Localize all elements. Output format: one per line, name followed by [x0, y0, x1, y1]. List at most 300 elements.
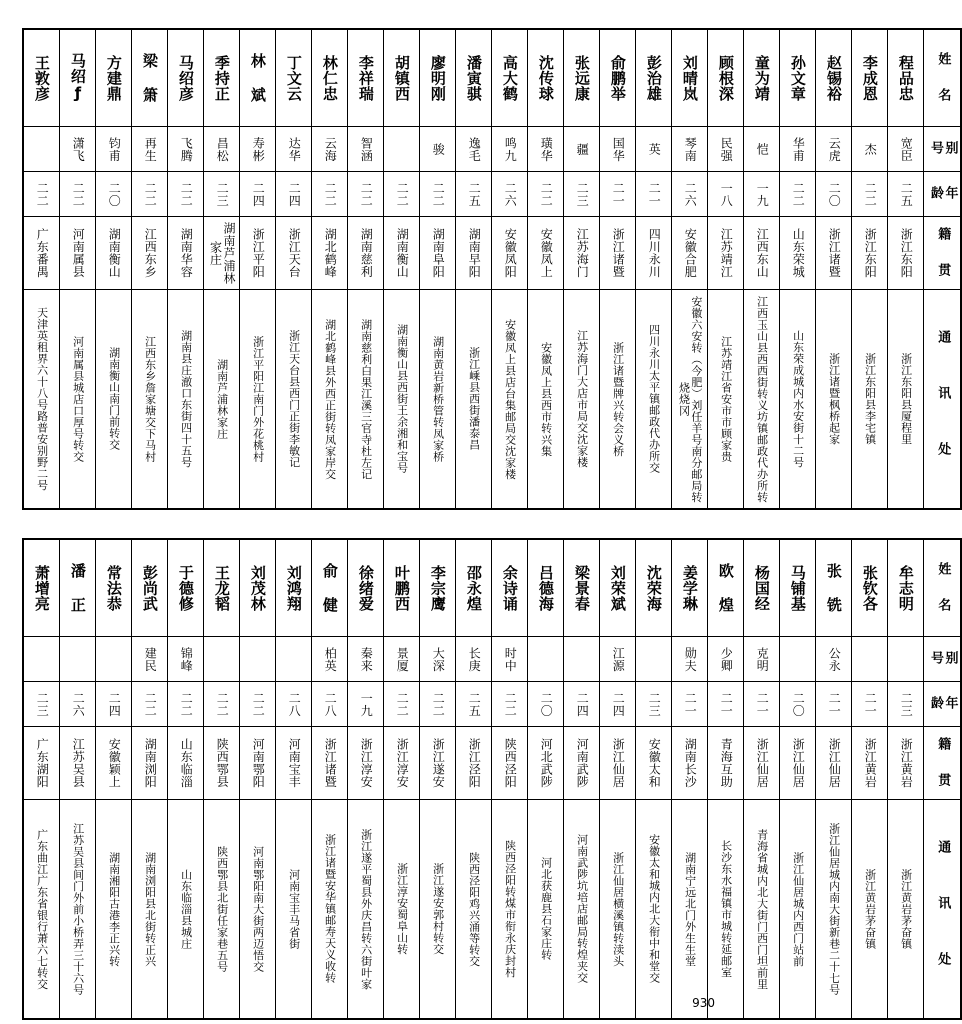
origin-text: 湖南衡山	[107, 228, 122, 278]
cell-alias	[744, 637, 780, 682]
cell-alias	[60, 637, 96, 682]
origin-text: 浙江东阳	[863, 228, 878, 278]
address-text: 天津英租界六十八号路普安别野二号	[35, 307, 49, 491]
cell-address	[636, 290, 672, 510]
age-text: 二二	[431, 691, 446, 717]
cell-name	[852, 29, 888, 127]
cell-age	[60, 172, 96, 217]
age-text: 二二	[359, 181, 374, 207]
cell-address	[888, 290, 924, 510]
cell-alias	[132, 637, 168, 682]
name-text: 顾根深	[716, 54, 735, 102]
cell-origin	[600, 217, 636, 290]
origin-text: 湖南浏阳	[143, 738, 158, 788]
header-alias-text: 别 号	[928, 140, 958, 158]
cell-alias	[60, 127, 96, 172]
age-text: 二二	[179, 181, 194, 207]
cell-origin	[816, 727, 852, 800]
age-text: 二二	[71, 181, 86, 207]
address-text: 浙江嵊县西街潘泰昌	[467, 347, 481, 451]
cell-origin	[492, 727, 528, 800]
row-origins	[23, 727, 961, 800]
origin-text: 湖南长沙	[683, 738, 698, 788]
cell-origin	[312, 217, 348, 290]
name-text: 王龙韬	[212, 564, 231, 612]
cell-age	[132, 682, 168, 727]
alias-text: 潇飞	[71, 136, 86, 162]
name-text: 潘寅骐	[464, 54, 483, 102]
cell-name	[636, 539, 672, 637]
name-text: 徐绪爱	[356, 564, 375, 612]
address-text: 湖南衡山南门前转交	[107, 347, 121, 451]
cell-address	[276, 290, 312, 510]
cell-address	[528, 800, 564, 1020]
cell-name	[168, 539, 204, 637]
age-text: 二八	[287, 691, 302, 717]
age-text: 二二	[395, 181, 410, 207]
cell-name	[564, 29, 600, 127]
cell-alias	[780, 637, 816, 682]
name-text: 刘晴岚	[680, 54, 699, 102]
cell-name	[672, 539, 708, 637]
alias-text: 锦峰	[179, 646, 194, 672]
address-text: 长沙东水福镇市城转延邮室	[719, 840, 733, 978]
cell-address	[816, 290, 852, 510]
register-table-top	[22, 28, 962, 510]
header-age	[924, 682, 962, 727]
cell-age	[204, 682, 240, 727]
cell-age	[168, 682, 204, 727]
age-text: 二四	[575, 691, 590, 717]
age-text: 二四	[287, 181, 302, 207]
address-text: 江苏吴县间门外前小桥弄三十六号	[71, 822, 85, 996]
cell-origin	[708, 727, 744, 800]
cell-age	[420, 682, 456, 727]
cell-address	[312, 800, 348, 1020]
origin-text: 青海互助	[719, 738, 734, 788]
alias-text: 再生	[143, 136, 158, 162]
cell-age	[564, 682, 600, 727]
cell-origin	[528, 217, 564, 290]
origin-text: 安徽颖上	[107, 738, 122, 788]
cell-age	[744, 172, 780, 217]
origin-text: 浙江东阳	[899, 228, 914, 278]
cell-name	[96, 539, 132, 637]
cell-origin	[456, 727, 492, 800]
cell-origin	[492, 217, 528, 290]
register-table-bottom	[22, 538, 962, 1020]
alias-text: 建民	[143, 646, 158, 672]
cell-name	[780, 539, 816, 637]
address-text: 江苏靖江省安市市顾家贵	[719, 335, 733, 463]
origin-text: 湖南早阳	[467, 228, 482, 278]
cell-alias	[204, 127, 240, 172]
name-text: 赵锡裕	[824, 54, 843, 102]
origin-text: 湖南慈利	[359, 228, 374, 278]
cell-age	[672, 172, 708, 217]
origin-text: 河南宝丰	[287, 738, 302, 788]
cell-name	[348, 29, 384, 127]
header-address-text: 通 讯 处	[935, 329, 951, 469]
cell-age	[564, 172, 600, 217]
cell-age	[528, 172, 564, 217]
row-addresses	[23, 290, 961, 510]
cell-origin	[348, 727, 384, 800]
row-aliases	[23, 127, 961, 172]
cell-address	[600, 290, 636, 510]
alias-text: 智涵	[359, 136, 374, 162]
cell-origin	[23, 727, 60, 800]
table-gap	[22, 510, 719, 538]
age-text: 二二	[179, 691, 194, 717]
name-text: 吕德海	[536, 564, 555, 612]
cell-age	[492, 172, 528, 217]
name-text: 胡镇西	[392, 54, 411, 102]
cell-name	[420, 29, 456, 127]
name-text: 潘 正	[68, 563, 87, 613]
cell-address	[456, 290, 492, 510]
cell-address	[348, 290, 384, 510]
address-text: 湖南浏阳县北街转正兴	[143, 851, 157, 967]
address-text: 浙江遂平蜀县外庆昌转六街叶家	[359, 828, 373, 990]
cell-origin	[276, 217, 312, 290]
cell-name	[204, 29, 240, 127]
row-ages	[23, 172, 961, 217]
cell-age	[780, 172, 816, 217]
cell-origin	[276, 727, 312, 800]
cell-origin	[348, 217, 384, 290]
cell-origin	[132, 217, 168, 290]
age-text: 二六	[683, 181, 698, 207]
age-text: 二二	[215, 691, 230, 717]
cell-alias	[636, 127, 672, 172]
address-text: 浙江淳安蜀阜山转	[395, 863, 409, 955]
cell-age	[636, 172, 672, 217]
address-text: 山东临淄县城庄	[179, 868, 193, 950]
age-text: 二三	[215, 181, 230, 207]
cell-origin	[636, 217, 672, 290]
address-text: 浙江诸暨枫桥起家	[827, 353, 841, 445]
cell-origin	[672, 727, 708, 800]
cell-address	[204, 800, 240, 1020]
header-origin	[924, 727, 962, 800]
origin-text: 浙江泾阳	[467, 738, 482, 788]
name-text: 丁文云	[284, 54, 303, 102]
cell-address	[23, 800, 60, 1020]
cell-address	[204, 290, 240, 510]
cell-alias	[348, 127, 384, 172]
address-text: 四川永川太平镇邮政代办所交	[647, 324, 661, 474]
origin-text: 四川永川	[647, 228, 662, 278]
cell-name	[240, 539, 276, 637]
cell-alias	[168, 127, 204, 172]
name-text: 余诗诵	[500, 564, 519, 612]
header-origin-text: 籍 贯	[935, 226, 951, 280]
cell-address	[132, 800, 168, 1020]
name-text: 林仁忠	[320, 54, 339, 102]
alias-text: 时中	[503, 646, 518, 672]
header-name-text: 姓 名	[935, 561, 951, 615]
cell-origin	[420, 727, 456, 800]
cell-name	[852, 539, 888, 637]
origin-text: 浙江仙居	[611, 738, 626, 788]
name-text: 牟志明	[896, 564, 915, 612]
origin-text: 浙江淳安	[395, 738, 410, 788]
cell-name	[168, 29, 204, 127]
alias-text: 长庚	[467, 646, 482, 672]
page-number: 930	[692, 996, 715, 1010]
address-text: 浙江东阳县李宅镇	[863, 353, 877, 445]
address-text: 湖南黄岩新桥管转凤家桥	[431, 335, 445, 463]
cell-address	[636, 800, 672, 1020]
cell-origin	[816, 217, 852, 290]
header-name	[924, 539, 962, 637]
alias-text: 大深	[431, 646, 446, 672]
cell-address	[240, 290, 276, 510]
cell-address	[384, 800, 420, 1020]
name-text: 俞鹏举	[608, 54, 627, 102]
cell-name	[600, 29, 636, 127]
age-text: 一九	[755, 181, 770, 207]
age-text: 二八	[323, 691, 338, 717]
cell-age	[600, 682, 636, 727]
cell-age	[240, 172, 276, 217]
cell-alias	[312, 127, 348, 172]
name-text: 王敦彦	[32, 54, 51, 102]
cell-age	[888, 682, 924, 727]
alias-text: 恺	[755, 142, 770, 156]
address-text: 湖南衡山县西街王余湘和宝号	[395, 324, 409, 474]
name-text: 刘鸿翔	[284, 564, 303, 612]
header-alias	[924, 127, 962, 172]
cell-name	[816, 539, 852, 637]
alias-text: 少卿	[719, 646, 734, 672]
origin-text: 浙江诸暨	[611, 228, 626, 278]
name-text: 梁景春	[572, 564, 591, 612]
row-names	[23, 29, 961, 127]
address-text: 湖南慈利白果江溪三官寺杜左记	[359, 318, 373, 480]
age-text: 二六	[71, 691, 86, 717]
cell-alias	[420, 127, 456, 172]
name-text: 沈荣海	[644, 564, 663, 612]
cell-alias	[96, 127, 132, 172]
name-text: 于德修	[176, 564, 195, 612]
age-text: 二二	[143, 691, 158, 717]
cell-name	[600, 539, 636, 637]
age-text: 二一	[647, 181, 662, 207]
origin-text: 江苏靖江	[719, 228, 734, 278]
cell-origin	[132, 727, 168, 800]
alias-text: 民强	[719, 136, 734, 162]
origin-text: 广东番禺	[35, 228, 50, 278]
cell-address	[492, 800, 528, 1020]
cell-alias	[672, 127, 708, 172]
cell-alias	[456, 637, 492, 682]
address-text: 安徽凤上县西市转兴集	[539, 341, 553, 457]
origin-text: 浙江诸暨	[323, 738, 338, 788]
cell-alias	[600, 637, 636, 682]
name-text: 杨国经	[752, 564, 771, 612]
cell-age	[708, 682, 744, 727]
cell-age	[276, 682, 312, 727]
origin-text: 安徽凤上	[539, 228, 554, 278]
alias-text: 骏	[431, 142, 446, 156]
cell-age	[168, 172, 204, 217]
age-text: 二〇	[107, 181, 122, 207]
origin-text: 河南属县	[71, 228, 86, 278]
cell-name	[744, 539, 780, 637]
cell-origin	[888, 217, 924, 290]
age-text: 二二	[143, 181, 158, 207]
address-text: 浙江遂安郭村转交	[431, 863, 445, 955]
address-text: 湖南湘阳古港李正兴转	[107, 851, 121, 967]
cell-name	[204, 539, 240, 637]
name-text: 童为靖	[752, 54, 771, 102]
cell-name	[492, 539, 528, 637]
cell-age	[420, 172, 456, 217]
alias-text: 柏英	[323, 646, 338, 672]
name-text: 梁 箫	[140, 53, 159, 103]
cell-age	[672, 682, 708, 727]
cell-name	[96, 29, 132, 127]
header-address	[924, 290, 962, 510]
cell-name	[528, 539, 564, 637]
cell-origin	[96, 217, 132, 290]
address-text: 浙江诸暨安华镇邮寿天义收转	[323, 834, 337, 984]
address-text: 江西玉山县西西街转义坊镇邮政代办所转	[755, 295, 769, 503]
cell-address	[60, 290, 96, 510]
cell-address	[564, 800, 600, 1020]
cell-origin	[60, 217, 96, 290]
cell-address	[132, 290, 168, 510]
age-text: 二五	[467, 181, 482, 207]
address-text: 浙江诸暨牌兴转会义桥	[611, 341, 625, 457]
alias-text: 达华	[287, 136, 302, 162]
age-text: 二〇	[539, 691, 554, 717]
origin-text: 江苏吴县	[71, 738, 86, 788]
cell-address	[420, 290, 456, 510]
cell-address	[528, 290, 564, 510]
cell-alias	[312, 637, 348, 682]
cell-origin	[96, 727, 132, 800]
alias-text: 琴南	[683, 136, 698, 162]
origin-text: 浙江诸暨	[827, 228, 842, 278]
cell-name	[708, 29, 744, 127]
cell-alias	[132, 127, 168, 172]
age-text: 二一	[611, 181, 626, 207]
address-text: 安徽凤上县店台集邮局交沈家楼	[503, 318, 517, 480]
age-text: 二三	[575, 181, 590, 207]
cell-name	[312, 29, 348, 127]
cell-age	[780, 682, 816, 727]
cell-name	[60, 539, 96, 637]
address-text: 河南属县城店口厚号转交	[71, 335, 85, 463]
origin-text: 湖南衡山	[395, 228, 410, 278]
cell-name	[888, 539, 924, 637]
origin-text: 浙江黄岩	[899, 738, 914, 788]
header-origin-text: 籍 贯	[935, 736, 951, 790]
cell-name	[420, 539, 456, 637]
age-text: 二三	[899, 691, 914, 717]
cell-name	[672, 29, 708, 127]
age-text: 二二	[503, 691, 518, 717]
header-alias	[924, 637, 962, 682]
age-text: 一八	[719, 181, 734, 207]
cell-address	[23, 290, 60, 510]
cell-age	[636, 682, 672, 727]
cell-origin	[204, 217, 240, 290]
cell-age	[276, 172, 312, 217]
origin-text: 浙江仙居	[827, 738, 842, 788]
header-address-text: 通 讯 处	[935, 839, 951, 979]
row-origins	[23, 217, 961, 290]
cell-origin	[420, 217, 456, 290]
alias-text: 寿彬	[251, 136, 266, 162]
cell-address	[60, 800, 96, 1020]
name-text: 马绍彦	[176, 54, 195, 102]
origin-text: 浙江天台	[287, 228, 302, 278]
cell-age	[96, 172, 132, 217]
origin-text: 安徽凤阳	[503, 228, 518, 278]
address-text: 浙江天台县西门正街李敏记	[287, 330, 301, 468]
cell-alias	[276, 127, 312, 172]
alias-text: 云海	[323, 136, 338, 162]
name-text: 彭治雄	[644, 54, 663, 102]
header-alias-text: 别 号	[928, 650, 958, 668]
name-text: 高大鹤	[500, 54, 519, 102]
cell-age	[348, 172, 384, 217]
row-names	[23, 539, 961, 637]
cell-alias	[888, 127, 924, 172]
cell-origin	[852, 217, 888, 290]
cell-age	[888, 172, 924, 217]
age-text: 二二	[431, 181, 446, 207]
cell-address	[744, 800, 780, 1020]
alias-text: 钧甫	[107, 136, 122, 162]
name-text: 方建鼎	[104, 54, 123, 102]
age-text: 二六	[503, 181, 518, 207]
cell-name	[816, 29, 852, 127]
origin-text: 江西东山	[755, 228, 770, 278]
cell-address	[348, 800, 384, 1020]
address-text: 河南武陟坑培店邮局转煌夹交	[575, 834, 589, 984]
cell-origin	[672, 217, 708, 290]
address-text: 浙江仙居城内西门站前	[791, 851, 805, 967]
name-text: 叶鹏西	[392, 564, 411, 612]
age-text: 二〇	[827, 181, 842, 207]
cell-origin	[564, 727, 600, 800]
cell-alias	[492, 127, 528, 172]
cell-age	[384, 172, 420, 217]
alias-text: 杰	[863, 142, 878, 156]
alias-text: 勋夫	[683, 646, 698, 672]
address-text: 广东曲江广东省银行萧六七转交	[35, 828, 49, 990]
cell-name	[744, 29, 780, 127]
cell-alias	[23, 637, 60, 682]
name-text: 张钦各	[860, 564, 879, 612]
cell-address	[780, 800, 816, 1020]
cell-age	[312, 682, 348, 727]
cell-address	[276, 800, 312, 1020]
cell-origin	[780, 727, 816, 800]
name-text: 林 斌	[248, 53, 267, 103]
name-text: 程品忠	[896, 54, 915, 102]
cell-address	[708, 290, 744, 510]
address-text: 陕西鄂县北街任家巷五号	[215, 845, 229, 973]
cell-address	[420, 800, 456, 1020]
cell-address	[852, 290, 888, 510]
alias-text: 飞腾	[179, 136, 194, 162]
